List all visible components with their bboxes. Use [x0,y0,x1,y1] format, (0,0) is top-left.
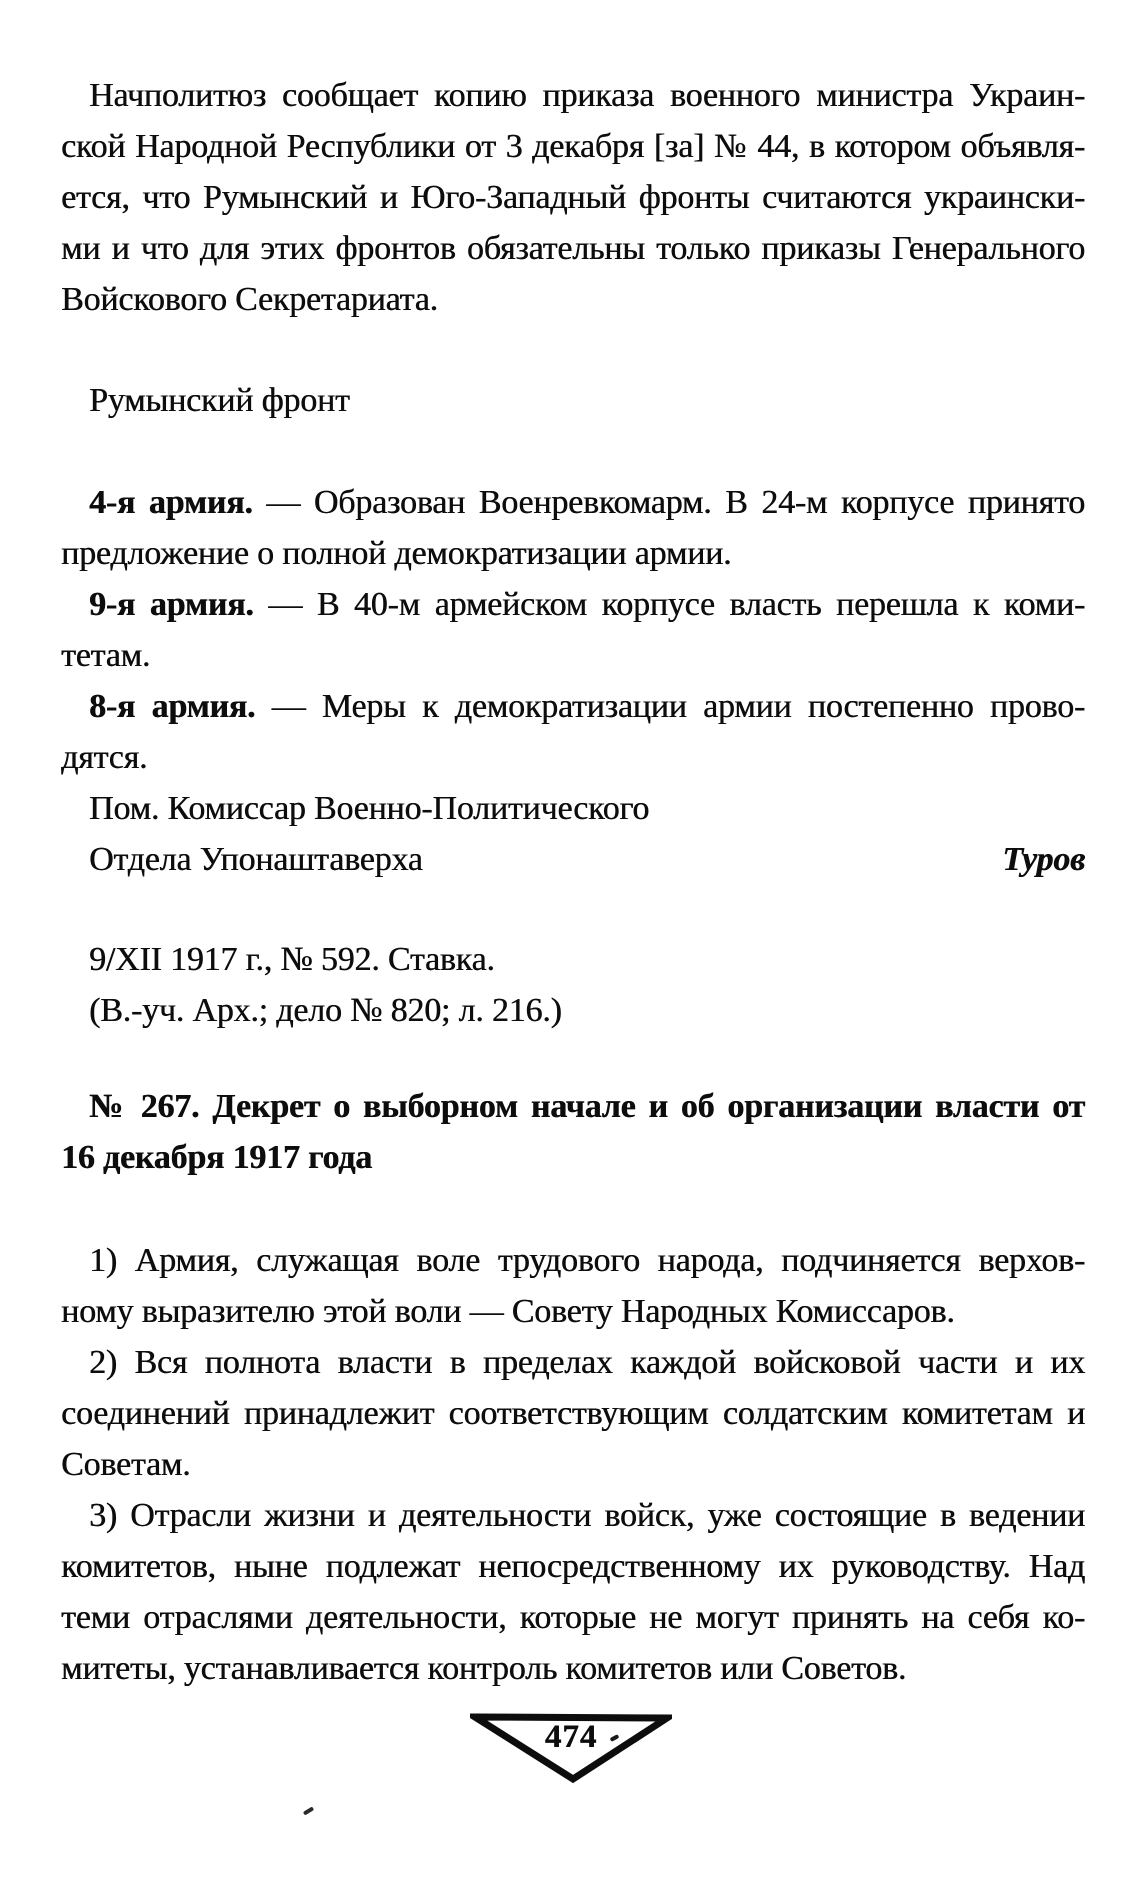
text-line [61,1439,1085,1490]
telegram-intro [61,70,1085,325]
text-segment: ской Народной Республики от 3 декабря [за] № 44, в котором объявля- [61,128,1085,165]
page-number: 474 [544,1719,598,1755]
text-line [61,477,1085,528]
text-line [61,1541,1085,1592]
scan-speck [303,1806,314,1815]
text-segment: Начполитюз сообщает копию приказа военного министра Украин- [89,77,1085,114]
text-line [61,834,1085,885]
text-segment: предложение о полной демократизации армии. [61,535,732,572]
text-segment: 9-я армия. [89,586,254,623]
signature [61,783,1085,885]
source-archive [61,985,1085,1036]
text-line [61,1643,1085,1694]
text-line [61,121,1085,172]
text-line [61,274,1085,325]
signature-role [61,834,423,885]
text-segment: 1) Армия, служащая воле трудового народа, подчиняется верхов- [89,1242,1085,1279]
text-line [61,70,1085,121]
text-segment: 3) Отрасли жизни и деятельности войск, уже состоящие в ведении [89,1497,1085,1534]
text-segment: митеты, устанавливается контроль комитетов или Советов. [61,1650,907,1687]
text-segment: ми и что для этих фронтов обязательны только приказы Генерального [61,230,1085,267]
text-line [61,172,1085,223]
text-segment: — В 40-м армейском корпусе власть перешла к коми- [253,586,1085,623]
text-segment: ному выразителю этой воли — Совету Народных Комиссаров. [61,1293,955,1330]
text-line [61,783,1085,834]
text-segment: Отдела Упонаштаверха [89,841,423,878]
text-segment: — Меры к демократизации армии постепенно прово- [255,688,1086,725]
text-segment: (В.-уч. Арх.; дело № 820; л. 216.) [89,992,562,1029]
text-segment: тетам. [61,637,151,674]
text-line [61,732,1085,783]
text-segment: теми отраслями деятельности, которые не могут принять на себя ко- [61,1599,1085,1636]
text-segment: комитетов, ныне подлежат непосредственному их руководству. Над [61,1548,1085,1585]
decree-heading [61,1081,1085,1183]
front-heading [61,375,1085,426]
text-line [61,1235,1085,1286]
text-segment: Румынский фронт [89,382,350,419]
text-line [61,579,1085,630]
source-date [61,934,1085,985]
text-segment: № 267. Декрет о выборном начале и об организации власти от [89,1088,1085,1125]
text-segment: 16 декабря 1917 года [61,1139,372,1176]
text-line [61,681,1085,732]
signature-name: Туров [1002,841,1085,878]
army-8 [61,681,1085,783]
text-line [61,528,1085,579]
text-segment: ется, что Румынский и Юго-Западный фронты считаются украински- [61,179,1085,216]
text-segment: Советам. [61,1446,191,1483]
text-line [61,1490,1085,1541]
text-segment: 2) Вся полнота власти в пределах каждой войсковой части и их [89,1344,1085,1381]
text-line [61,223,1085,274]
text-line [61,630,1085,681]
text-line [61,1337,1085,1388]
army-9 [61,579,1085,681]
decree-p3 [61,1490,1085,1694]
text-line [61,985,1085,1036]
text-segment: Войскового Секретариата. [61,281,438,318]
text-line [61,1286,1085,1337]
text-segment: 8-я армия. [89,688,256,725]
text-segment: Пом. Комиссар Военно-Политического [89,790,650,827]
decree-p2 [61,1337,1085,1490]
text-segment: соединений принадлежит соответствующим солдатским комитетам и [61,1395,1085,1432]
text-line [61,1592,1085,1643]
decree-p1 [61,1235,1085,1337]
document-text-column [61,70,1085,1694]
text-segment: — Образован Военревкомарм. В 24-м корпусе принято [252,484,1085,521]
text-segment: 4-я армия. [89,484,253,521]
text-segment: 9/XII 1917 г., № 592. Ставка. [89,941,495,978]
text-line [61,375,1085,426]
text-line [61,1388,1085,1439]
text-line [61,934,1085,985]
army-4 [61,477,1085,579]
page-number-triangle [470,1710,672,1788]
text-segment: дятся. [61,739,148,776]
text-line [61,1132,1085,1183]
text-line [61,1081,1085,1132]
